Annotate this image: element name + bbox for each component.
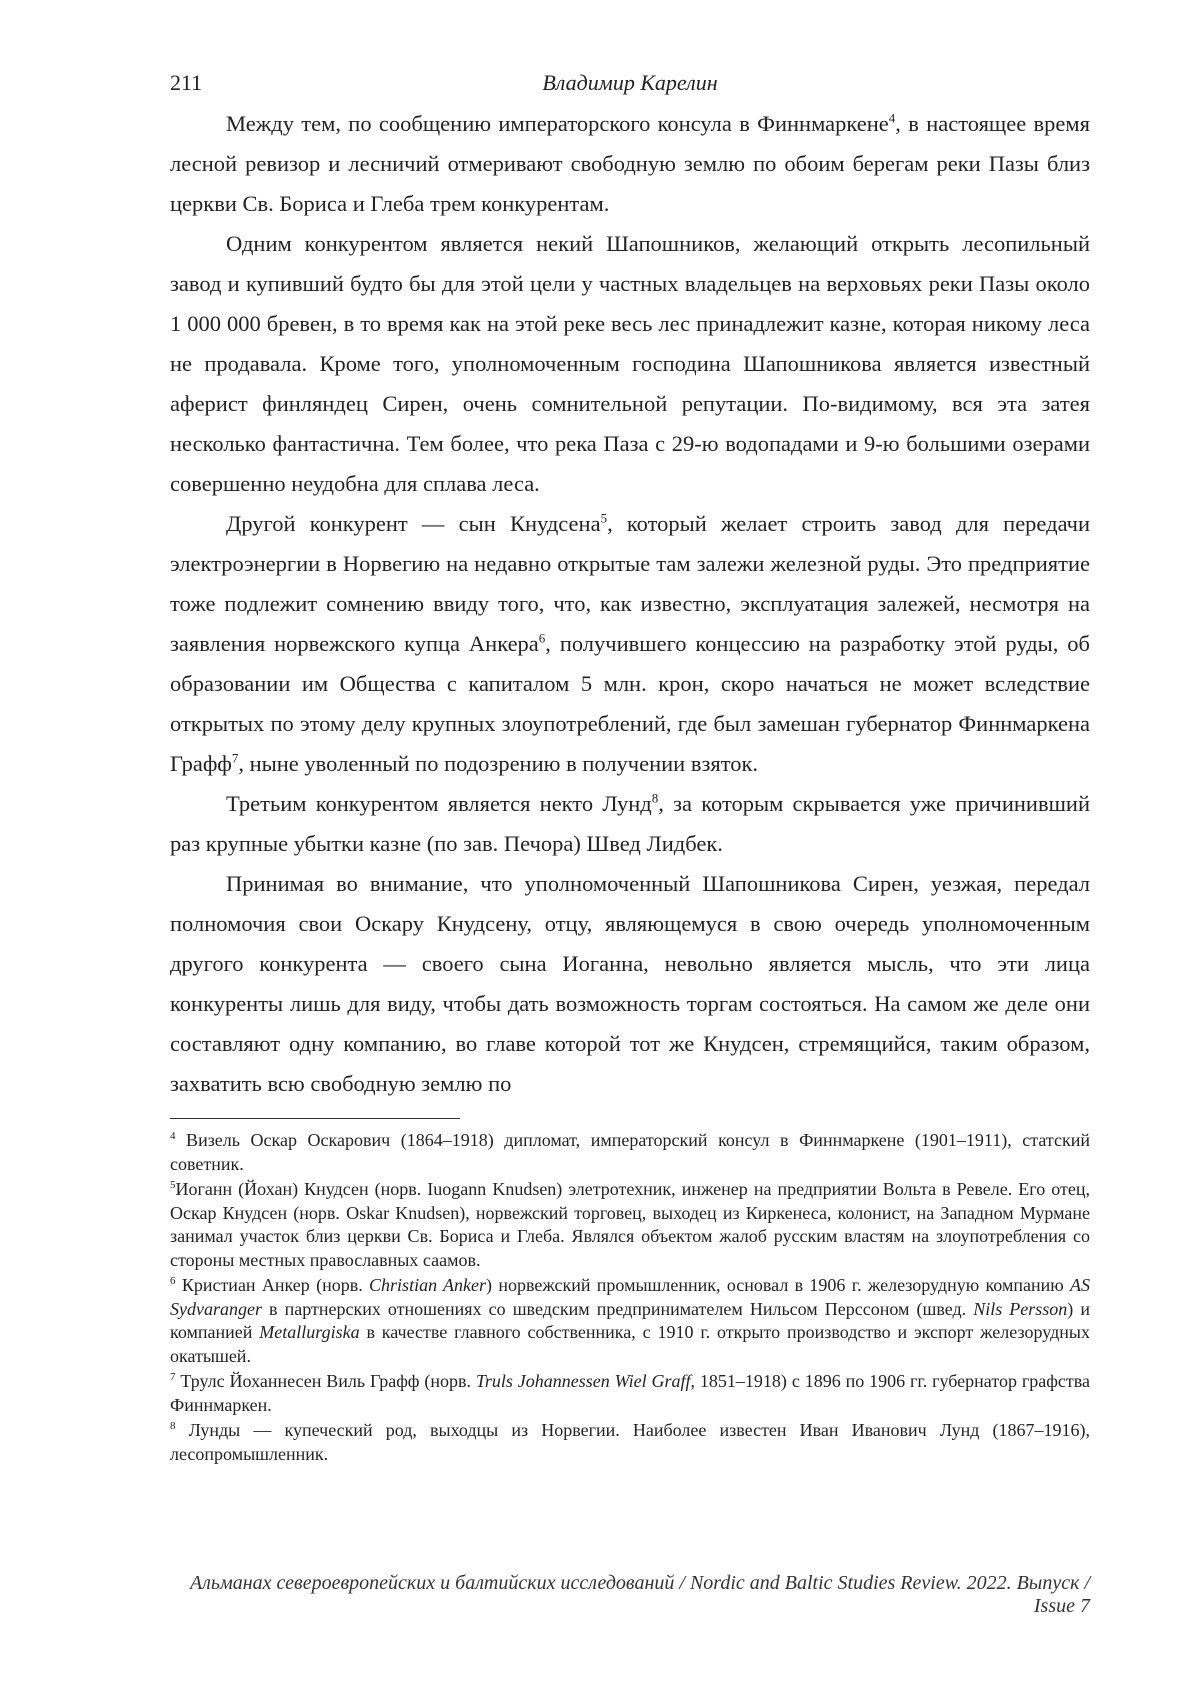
footnote-divider [170,1118,460,1119]
paragraph: Одним конкурентом является некий Шапошников, желающий открыть лесопильный завод и купивший будто бы для этой цели у частных владельцев на верховьях реки Пазы около 1 000 000 бревен, в то время как на этой реке весь лес принадлежит казне, которая никому леса не продавала. Кроме того, уполномоченным господина Шапошникова является известный аферист финляндец Сирен, очень сомнительной репутации. По-видимому, вся эта затея несколько фантастична. Тем более, что река Паза с 29-ю водопадами и 9-ю большими озерами совершенно неудобна для сплава леса. [170,224,1090,504]
paragraph: Третьим конкурентом является некто Лунд8, за которым скрывается уже причинивший раз крупные убытки казне (по зав. Печора) Швед Лидбек. [170,784,1090,864]
footnote-ref[interactable]: 8 [652,791,659,806]
footnote-ref[interactable]: 6 [539,631,546,646]
page-header [170,64,1090,104]
paragraph: Другой конкурент — сын Кнудсена5, который желает строить завод для передачи электроэнергии в Норвегию на недавно открытые там залежи железной руды. Это предприятие тоже подлежит сомнению ввиду того, что, как известно, эксплуатация залежей, несмотря на заявления норвежского купца Анкера6, получившего концессию на разработку этой руды, об образовании им Общества с капиталом 5 млн. крон, скоро начаться не может вследствие открытых по этому делу крупных злоупотреблений, где был замешан губернатор Финнмаркена Графф7, ныне уволенный по подозрению в получении взяток. [170,504,1090,784]
running-title: Владимир Карелин [170,70,1090,96]
paragraph: Между тем, по сообщению императорского консула в Финнмаркене4, в настоящее время лесной ревизор и лесничий отмеривают свободную землю по обоим берегам реки Пазы близ церкви Св. Бориса и Глеба трем конкурентам. [170,104,1090,224]
footnote-ref[interactable]: 7 [232,751,239,766]
journal-footer: Альманах североевропейских и балтийских исследований / Nordic and Baltic Studies Review. 2022. Выпуск / Issue 7 [170,1572,1090,1618]
footnote: 7 Трулс Йоханнесен Виль Графф (норв. Truls Johannessen Wiel Graff, 1851–1918) с 1896 по 1906 гг. губернатор графства Финнмаркен. [170,1370,1090,1417]
page-number: 211 [170,70,202,96]
paragraph: Принимая во внимание, что уполномоченный Шапошникова Сирен, уезжая, передал полномочия свои Оскару Кнудсену, отцу, являющемуся в свою очередь уполномоченным другого конкурента — своего сына Иоганна, невольно является мысль, что эти лица конкуренты лишь для виду, чтобы дать возможность торгам состояться. На самом же деле они составляют одну компанию, во главе которой тот же Кнудсен, стремящийся, таким образом, захватить всю свободную землю по [170,864,1090,1104]
footnote-ref[interactable]: 5 [601,511,608,526]
footnote: 6 Кристиан Анкер (норв. Christian Anker) норвежский промышленник, основал в 1906 г. железорудную компанию AS Sydvaranger в партнерских отношениях со шведским предпринимателем Нильсом Перссоном (швед. Nils Persson) и компанией Metallurgiska в качестве главного собственника, с 1910 г. открыто производство и экспорт железорудных окатышей. [170,1274,1090,1368]
footnotes [170,1129,1090,1466]
body-text [170,104,1090,1104]
footnote: 8 Лунды — купеческий род, выходцы из Норвегии. Наиболее известен Иван Иванович Лунд (1867–1916), лесопромышленник. [170,1419,1090,1466]
page [170,64,1090,1468]
footnote-ref[interactable]: 4 [889,111,896,126]
footnote: 4 Визель Оскар Оскарович (1864–1918) дипломат, императорский консул в Финнмаркене (1901–1911), статский советник. [170,1129,1090,1176]
footnote: 5Иоганн (Йохан) Кнудсен (норв. Iuogann Knudsen) элетротехник, инженер на предприятии Вольта в Ревеле. Его отец, Оскар Кнудсен (норв. Oskar Knudsen), норвежский торговец, выходец из Киркенеса, колонист, на Западном Мурмане занимал участок близ церкви Св. Бориса и Глеба. Являлся объектом жалоб русским властям на злоупотребления со стороны местных православных саамов. [170,1178,1090,1272]
